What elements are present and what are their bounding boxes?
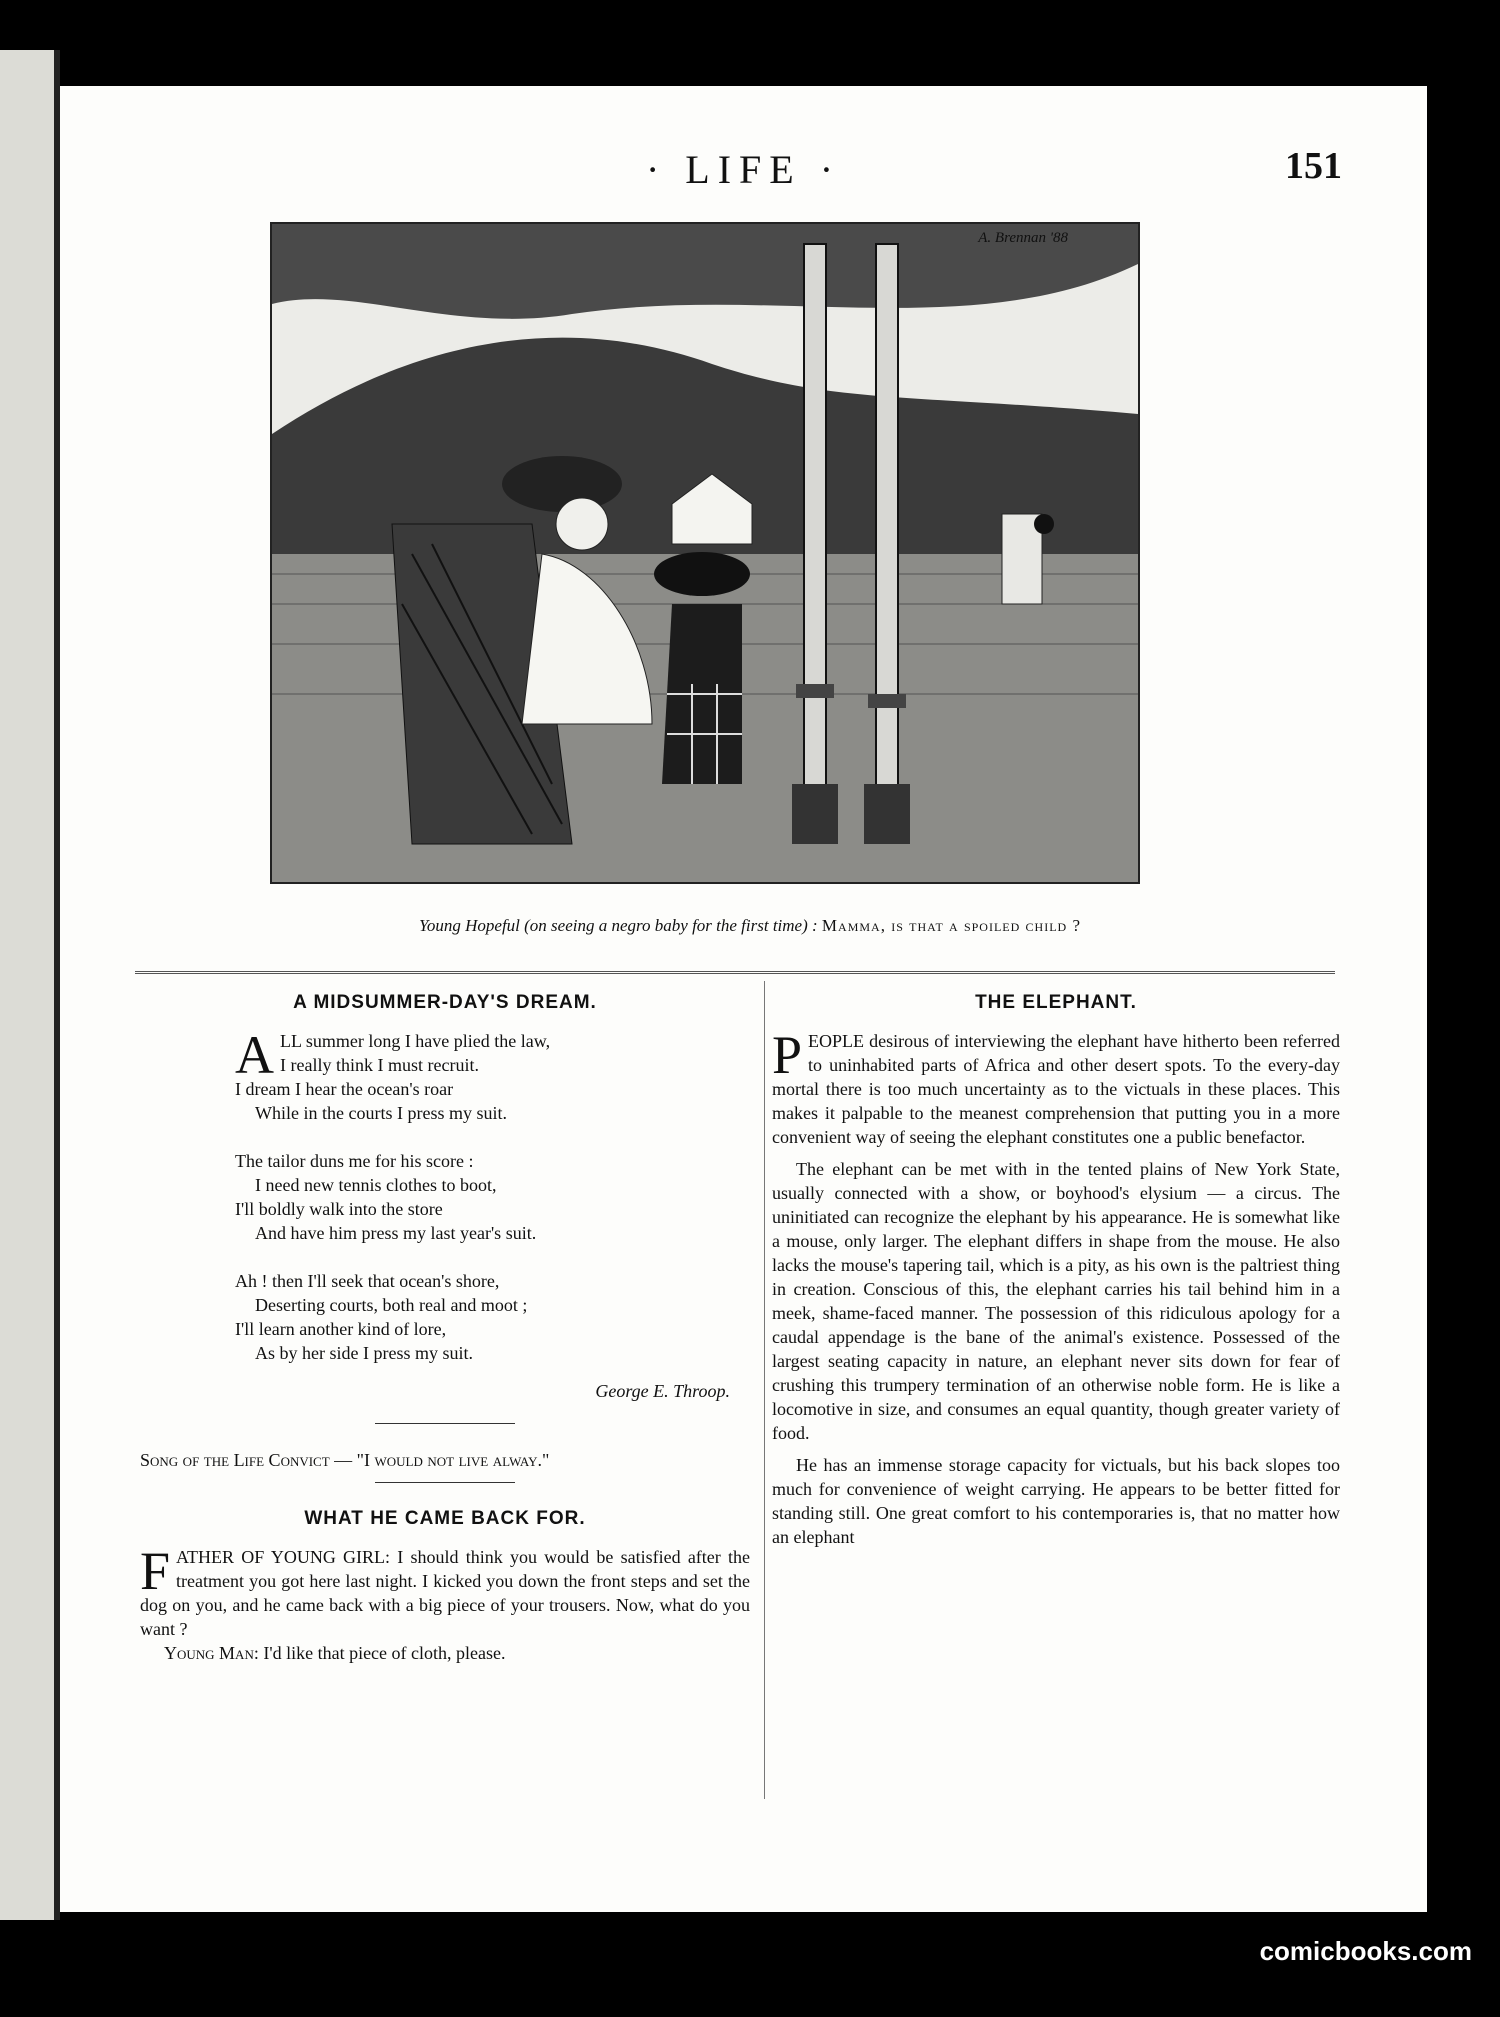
poem-line: Ah ! then I'll seek that ocean's shore, <box>235 1271 500 1291</box>
story-text: ATHER OF YOUNG GIRL: I should think you would be satisfied after the treatment you got here last night. I kicked you down the front steps and set the dog on you, and he came back with a big piece of your trousers. Now, what do you want ? <box>140 1547 750 1639</box>
drop-cap: F <box>140 1541 171 1601</box>
artist-signature: A. Brennan '88 <box>978 230 1068 246</box>
poem-line: LL summer long I have plied the law, <box>280 1031 551 1051</box>
masthead: · LIFE · <box>645 147 842 192</box>
story-text: I'd like that piece of cloth, please. <box>263 1643 506 1663</box>
illustration-caption <box>250 916 1250 936</box>
poem-line: I need new tennis clothes to boot, <box>255 1175 497 1195</box>
poem-line: I'll boldly walk into the store <box>235 1199 443 1219</box>
watermark: comicbooks.com <box>1259 1936 1472 1966</box>
previous-page-edge <box>0 50 58 1920</box>
short-rule <box>375 1423 515 1424</box>
story-title: WHAT HE CAME BACK FOR. <box>304 1508 586 1529</box>
column-rule <box>764 981 765 1799</box>
poem-author: George E. Throop. <box>595 1381 730 1401</box>
drop-cap: A <box>235 1025 274 1085</box>
poem-line: As by her side I press my suit. <box>255 1343 473 1363</box>
article-paragraph: He has an immense storage capacity for victuals, but his back slopes too much for convenience of weight carrying. He appears to be better fitted for standing still. One great comfort to his contemporaries is, that no matter how an elephant <box>772 1455 1340 1547</box>
right-column <box>772 991 1340 1549</box>
poem-stanza <box>235 1149 750 1245</box>
illustration-drawing <box>272 224 1138 882</box>
song-joke: Song of the Life Convict — "I would not live alway." <box>140 1450 550 1470</box>
left-column <box>140 991 750 1665</box>
story-paragraph <box>140 1541 750 1641</box>
article-title: THE ELEPHANT. <box>975 992 1137 1013</box>
drop-cap: P <box>772 1025 803 1085</box>
poem-title: A MIDSUMMER-DAY'S DREAM. <box>293 992 597 1013</box>
story-paragraph <box>140 1641 750 1665</box>
magazine-page <box>60 86 1427 1912</box>
poem-line: And have him press my last year's suit. <box>255 1223 537 1243</box>
poem-line: The tailor duns me for his score : <box>235 1151 474 1171</box>
poem <box>235 1025 750 1365</box>
article-paragraph: The elephant can be met with in the tented plains of New York State, usually connected with a show, or boyhood's elysium — a circus. The uninitiated can recognize the elephant by his appearance. He is somewhat like a mouse, only larger. The elephant differs in shape from the mouse. He also lacks the mouse's tapering tail, which is a pity, as his own is the paltriest thing in creation. Conscious of this, the elephant carries his tail behind him in a meek, shame-faced manner. The possession of this ridiculous apology for a caudal appendage is the bane of the animal's existence. Possessed of the largest seating capacity in nature, an elephant never sits down for fear of crushing this trumpery termination of an otherwise noble form. He is like a locomotive in size, and consumes an equal quantity, though greater variety of food. <box>772 1159 1340 1443</box>
poem-line: I'll learn another kind of lore, <box>235 1319 447 1339</box>
article-text: EOPLE desirous of interviewing the elephant have hitherto been referred to uninhabited parts of Africa and other desert spots. To the every-day mortal there is too much uncertainty as to the victuals in these places. This makes it palpable to the meanest comprehension that putting you in a more convenient way of seeing the elephant constitutes one a public benefactor. <box>772 1031 1340 1147</box>
article-paragraph <box>772 1025 1340 1149</box>
poem-line: While in the courts I press my suit. <box>255 1103 507 1123</box>
divider-rule <box>135 971 1335 974</box>
poem-line: Deserting courts, both real and moot ; <box>255 1295 528 1315</box>
poem-line: I dream I hear the ocean's roar <box>235 1079 454 1099</box>
page-number: 151 <box>1285 145 1342 187</box>
short-rule <box>375 1482 515 1483</box>
illustration <box>270 222 1140 884</box>
poem-stanza <box>235 1269 750 1365</box>
caption-italic: Young Hopeful (on seeing a negro baby for the first time) : <box>418 916 818 935</box>
poem-line: I really think I must recruit. <box>280 1055 479 1075</box>
caption-caps: Mamma, is that a spoiled child ? <box>821 916 1082 935</box>
speaker: Young Man: <box>164 1643 259 1663</box>
poem-stanza <box>235 1025 750 1125</box>
